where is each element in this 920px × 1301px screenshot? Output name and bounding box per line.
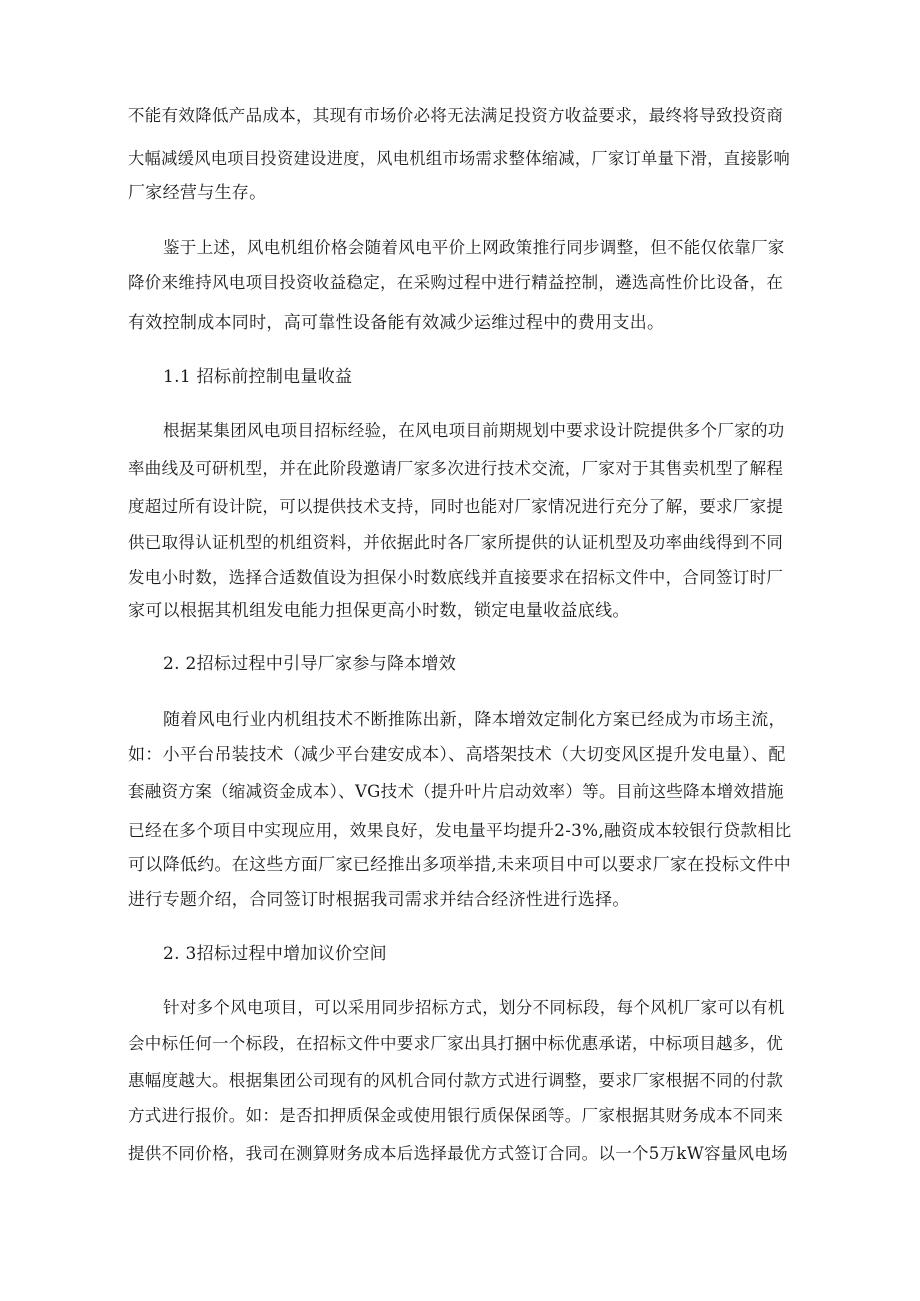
paragraph-line: 进行专题介绍，合同签订时根据我司需求并结合经济性进行选择。 xyxy=(128,890,630,910)
paragraph-line: 随着风电行业内机组技术不断推陈出新，降本增效定制化方案已经成为市场主流， xyxy=(163,710,786,730)
section-heading: 2. 2招标过程中引导厂家参与降本增效 xyxy=(163,654,457,674)
paragraph-line: 可以降低约。在这些方面厂家已经推出多项举措,未来项目中可以要求厂家在投标文件中 xyxy=(128,855,792,875)
paragraph-line: 针对多个风电项目，可以采用同步招标方式，划分不同标段，每个风机厂家可以有机 xyxy=(163,998,785,1017)
paragraph-line: 已经在多个项目中实现应用，效果良好，发电量平均提升2-3%,融资成本较银行贷款相比 xyxy=(128,820,792,840)
paragraph-line: 根据某集团风电项目招标经验，在风电项目前期规划中要求设计院提供多个厂家的功 xyxy=(163,421,785,440)
section-heading: 1.1 招标前控制电量收益 xyxy=(163,367,353,387)
paragraph-line: 降价来维持风电项目投资收益稳定，在采购过程中进行精益控制，遴选高性价比设备，在 xyxy=(128,273,784,292)
paragraph-line: 厂家经营与生存。 xyxy=(128,183,267,203)
paragraph-line: 会中标任何一个标段，在招标文件中要求厂家出具打捆中标优惠承诺，中标项目越多，优 xyxy=(128,1034,784,1053)
paragraph-line: 有效控制成本同时，高可靠性设备能有效减少运维过程中的费用支出。 xyxy=(128,313,665,333)
paragraph-line: 方式进行报价。如：是否扣押质保金或使用银行质保保函等。厂家根据其财务成本不同来 xyxy=(128,1106,784,1125)
paragraph-line: 度超过所有设计院，可以提供技术支持，同时也能对厂家情况进行充分了解，要求厂家提 xyxy=(128,497,784,516)
paragraph-line: 套融资方案（缩减资金成本）、VG技术（提升叶片启动效率）等。目前这些降本增效措施 xyxy=(128,782,784,801)
paragraph-line: 率曲线及可研机型，并在此阶段邀请厂家多次进行技术交流，厂家对于其售卖机型了解程 xyxy=(128,459,784,478)
paragraph-line: 发电小时数，选择合适数值设为担保小时数底线并直接要求在招标文件中，合同签订时厂 xyxy=(128,568,784,587)
section-heading: 2. 3招标过程中增加议价空间 xyxy=(163,944,387,964)
paragraph-line: 家可以根据其机组发电能力担保更高小时数，锁定电量收益底线。 xyxy=(128,601,630,621)
paragraph-line: 大幅减缓风电项目投资建设进度，风电机组市场需求整体缩减，厂家订单量下滑，直接影响 xyxy=(128,149,790,168)
paragraph-line: 惠幅度越大。根据集团公司现有的风机合同付款方式进行调整，要求厂家根据不同的付款 xyxy=(128,1071,784,1090)
paragraph-line: 鉴于上述，风电机组价格会随着风电平价上网政策推行同步调整，但不能仅依靠厂家 xyxy=(163,238,785,257)
paragraph-line: 不能有效降低产品成本，其现有市场价必将无法满足投资方收益要求，最终将导致投资商 xyxy=(128,106,784,125)
paragraph-line: 如：小平台吊装技术（减少平台建安成本）、高塔架技术（大切变风区提升发电量）、配 xyxy=(128,745,786,765)
paragraph-line: 供已取得认证机型的机组资料，并依据此时各厂家所提供的认证机型及功率曲线得到不同 xyxy=(128,533,784,552)
paragraph-line: 提供不同价格，我司在测算财务成本后选择最优方式签订合同。以一个5万kW容量风电场 xyxy=(128,1144,788,1163)
